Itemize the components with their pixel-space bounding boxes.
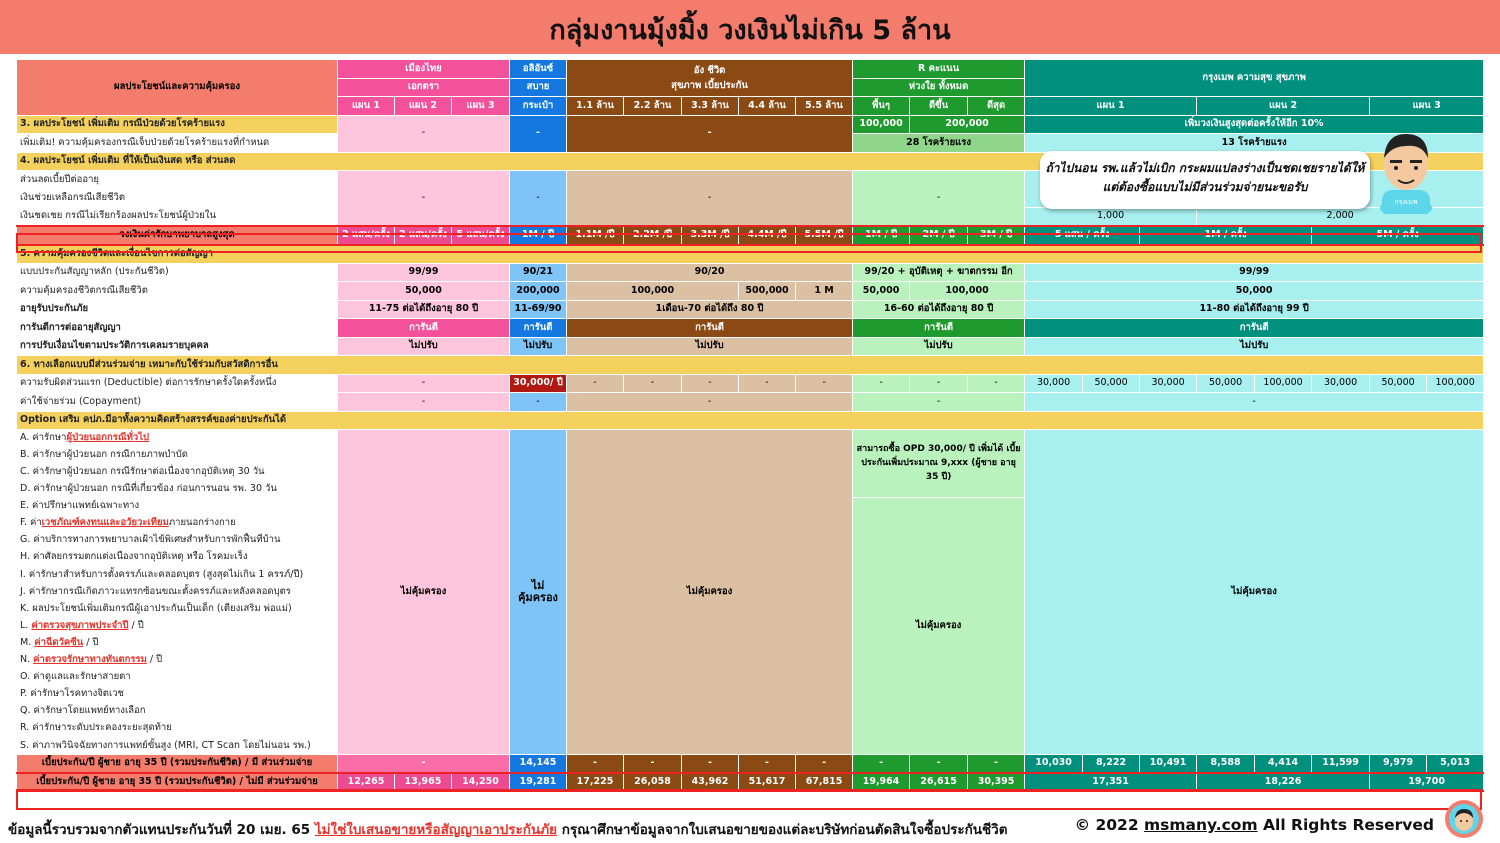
option-item-red: ผู้ป่วยนอกกรณีทั่วไป	[66, 431, 150, 443]
option-item-label	[17, 600, 338, 617]
cell: 5,013	[1427, 754, 1484, 773]
option-item-pre: J. ค่ารักษากรณีเกิดภาวะแทรกซ้อนขณะตั้งครรภ์และหลังคลอดบุตร	[20, 585, 291, 597]
option-list	[17, 430, 1484, 755]
row-label: เงินชดเชย กรณีไม่เรียกร้องผลประโยชน์ผู้ป่วยใน	[17, 208, 338, 227]
option-item-label	[17, 737, 338, 754]
option-item-label	[17, 618, 338, 635]
option-item-pre: G. ค่าบริการทางการพยาบาลเฝ้าไข้พิเศษสำหรับการพักฟื้นที่บ้าน	[20, 534, 281, 546]
cell: -	[910, 754, 968, 773]
cell: 67,815	[796, 773, 853, 792]
cell: 2.2M /ปี	[624, 226, 682, 245]
cell: 5 แสน / ครั้ง	[1025, 226, 1140, 245]
company-2-name: อลิอันซ์	[510, 60, 567, 79]
row-label: การปรับเงื่อนไขตามประวัติการเคลมรายบุคคล	[17, 337, 338, 356]
option-cell-c4: ไม่คุ้มครอง	[853, 498, 1025, 754]
plan-header: แผน 3	[1370, 97, 1484, 116]
cell: 10,491	[1140, 754, 1197, 773]
section-5-title: 5. ความคุ้มครองชีวิตและเงื่อนไขการต่อสัญญา	[17, 245, 1484, 264]
option-item-red: ค่าฉีดวัคซีน	[34, 636, 84, 648]
row-label: แบบประกันสัญญาหลัก (ประกันชีวิต)	[17, 263, 338, 282]
copyright	[1075, 816, 1434, 834]
premium-1-label: เบี้ยประกัน/ปี ผู้ชาย อายุ 35 ปี (รวมประกันชีวิต) / มี ส่วนร่วมจ่าย	[41, 757, 313, 769]
cell: -	[567, 393, 853, 412]
cell: 50,000	[1370, 374, 1427, 393]
option-item-label	[17, 481, 338, 498]
row-label	[17, 773, 338, 792]
cell: 8,588	[1197, 754, 1255, 773]
cell: 17,225	[567, 773, 624, 792]
cell: -	[624, 374, 682, 393]
cell: 1M / ปี	[853, 226, 910, 245]
cell: 100,000	[1255, 374, 1312, 393]
cell: 30,000	[1140, 374, 1197, 393]
cell: -	[796, 754, 853, 773]
cell: -	[338, 393, 510, 412]
cell: 200,000	[510, 282, 567, 301]
plan-header: แผน 3	[452, 97, 510, 116]
cell: 100,000	[567, 282, 739, 301]
section-4-title: 4. ผลประโยชน์ เพิ่มเติม ที่ให้เป็นเงินสด หรือ ส่วนลด	[17, 152, 1484, 171]
cell: -	[510, 171, 567, 227]
cell: 19,700	[1370, 773, 1484, 792]
option-row	[17, 430, 1484, 447]
cell: 1เดือน-70 ต่อได้ถึง 80 ปี	[567, 300, 853, 319]
cell: 26,058	[624, 773, 682, 792]
option-item-pre: B. ค่ารักษาผู้ป่วยนอก กรณีกายภาพบำบัด	[20, 448, 188, 460]
company-1-product: เอกตรา	[338, 78, 510, 97]
option-item-label	[17, 703, 338, 720]
cell: 2 แสน/ครั้ง	[395, 226, 452, 245]
cell: 99/99	[1025, 263, 1484, 282]
cell: 1M / ครั้ง	[1140, 226, 1312, 245]
cell: 100,000	[853, 115, 910, 134]
cell: 14,145	[510, 754, 567, 773]
option-item-red: ค่าตรวจสุขภาพประจำปี	[31, 619, 129, 631]
copyright-post: All Rights Reserved	[1257, 816, 1434, 834]
cell: 26,615	[910, 773, 968, 792]
option-cell-c5: ไม่คุ้มครอง	[1025, 430, 1484, 755]
mascot-avatar-icon	[1372, 128, 1440, 214]
option-item-label	[17, 515, 338, 532]
cell: -	[338, 754, 510, 773]
section-6-title: 6. ทางเลือกแบบมีส่วนร่วมจ่าย เหมาะกับใช้ร่วมกับสวัสดิการอื่น	[17, 356, 1484, 375]
cell: 3M / ปี	[968, 226, 1025, 245]
cell: 50,000	[338, 282, 510, 301]
cell: ไม่ปรับ	[567, 337, 853, 356]
cell: -	[968, 754, 1025, 773]
option-item-pre: Q. ค่ารักษาโดยแพทย์ทางเลือก	[20, 705, 146, 717]
plan-header: กระเป๋า	[510, 97, 567, 116]
cell: 11-80 ต่อได้ถึงอายุ 99 ปี	[1025, 300, 1484, 319]
copyright-pre: © 2022	[1074, 816, 1145, 834]
cell: -	[853, 754, 910, 773]
cell: -	[910, 374, 968, 393]
cell: -	[510, 393, 567, 412]
option-title: Option เสริม คปภ.มีอาทั้งความคิดสร้างสรรค์ของค่ายประกันได้	[17, 411, 1484, 430]
cell: 4.4M /ปี	[739, 226, 796, 245]
option-item-label	[17, 635, 338, 652]
cell: 2,000	[1197, 208, 1484, 227]
company-3-name: อัง ชีวิต	[693, 64, 726, 76]
option-item-label	[17, 464, 338, 481]
plan-header: แผน 1	[1025, 97, 1197, 116]
option-item-label	[17, 583, 338, 600]
option-item-label	[17, 686, 338, 703]
row-label: ค่าใช้จ่ายร่วม (Copayment)	[17, 393, 338, 412]
option-item-pre: S. ค่าภาพวินิจฉัยทางการแพทย์ขั้นสูง (MRI, CT Scan โดยไม่นอน รพ.)	[20, 739, 311, 751]
cell: 1,000	[1025, 208, 1197, 227]
cell: 9,979	[1370, 754, 1427, 773]
option-item-pre: K. ผลประโยชน์เพิ่มเติมกรณีผู้เอาประกันเป็นเด็ก (เตียงเสริม พ่อแม่)	[20, 602, 292, 614]
option-item-pre: M.	[20, 636, 35, 648]
page-title: กลุ่มงานมุ้งมิ้ง วงเงินไม่เกิน 5 ล้าน	[549, 15, 951, 46]
cell: 13 โรคร้ายแรง	[1025, 134, 1484, 153]
cell: การันตี	[338, 319, 510, 338]
plan-header: แผน 2	[1197, 97, 1370, 116]
cell: 100,000	[1427, 374, 1484, 393]
row-label: ส่วนลดเบี้ยปีต่ออายุ	[17, 171, 338, 190]
cell: การันตี	[853, 319, 1025, 338]
cell: -	[567, 171, 853, 227]
bubble-line-2: แต่ต้องซื้อแบบไม่มีส่วนร่วมจ่ายนะขอรับ	[1102, 179, 1308, 194]
footer-post: กรุณาศึกษาข้อมูลจากใบเสนอขายของแต่ละบริษัทก่อนตัดสินใจซื้อประกันชีวิต	[557, 822, 1008, 838]
cell: การันตี	[567, 319, 853, 338]
cell: -	[853, 171, 1025, 227]
option-item-label	[17, 498, 338, 515]
cell: การันตี	[510, 319, 567, 338]
speech-bubble	[1040, 151, 1370, 209]
cell: -	[567, 115, 853, 152]
option-cell-c2: ไม่ คุ้มครอง	[510, 430, 567, 755]
cell: ไม่ปรับ	[1025, 337, 1484, 356]
cell: -	[796, 374, 853, 393]
cell: ไม่ปรับ	[853, 337, 1025, 356]
row-label: อายุรับประกันภัย	[17, 300, 338, 319]
cell: 14,250	[452, 773, 510, 792]
cell: -	[624, 754, 682, 773]
cell: 11-69/90	[510, 300, 567, 319]
cell: 5M / ครั้ง	[1312, 226, 1484, 245]
cell: 50,000	[1197, 374, 1255, 393]
option-item-label	[17, 720, 338, 737]
option-item-post: / ปี	[128, 619, 144, 631]
cell: -	[567, 754, 624, 773]
option-item-pre: C. ค่ารักษาผู้ป่วยนอก กรณีรักษาต่อเนื่องจากอุบัติเหตุ 30 วัน	[20, 466, 265, 478]
option-item-pre: L.	[20, 619, 32, 631]
cell: 2M / ปี	[910, 226, 968, 245]
option-item-red: เวชภัณฑ์คงทนและอวัยวะเทียม	[41, 517, 169, 529]
cell: -	[338, 115, 510, 152]
option-item-post: / ปี	[83, 636, 99, 648]
cell: 18,226	[1197, 773, 1370, 792]
option-item-pre: E. ค่าปรึกษาแพทย์เฉพาะทาง	[20, 500, 140, 512]
company-5-name: กรุงเมพ ความสุข สุขภาพ	[1025, 60, 1484, 97]
option-item-pre: I. ค่ารักษาสำหรับการตั้งครรภ์และคลอดบุตร (สูงสุดไม่เกิน 1 ครรภ์/ปี)	[20, 568, 304, 580]
premium-2-label: เบี้ยประกัน/ปี ผู้ชาย อายุ 35 ปี (รวมประกันชีวิต) / ไม่มี ส่วนร่วมจ่าย	[36, 775, 318, 787]
option-item-pre: F. ค่า	[20, 517, 42, 529]
cell: ไม่ปรับ	[510, 337, 567, 356]
plan-header: 1.1 ล้าน	[567, 97, 624, 116]
cell: เพิ่มวงเงินสูงสุดต่อครั้งให้อีก 10%	[1025, 115, 1484, 134]
company-4-product: ห่วงใย ทั้งหมด	[853, 78, 1025, 97]
cell: 99/99	[338, 263, 510, 282]
option-item-label	[17, 430, 338, 447]
bubble-line-1: ถ้าไปนอน รพ.แล้วไม่เบิก กระผมแปลงร่างเป็นชดเชยรายได้ให้	[1045, 161, 1365, 175]
cell: -	[739, 374, 796, 393]
row-label: เพิ่มเติม! ความคุ้มครองกรณีเจ็บป่วยด้วยโรคร้ายแรงที่กำหนด	[17, 134, 338, 153]
option-item-pre: D. ค่ารักษาผู้ป่วยนอก กรณีที่เกี่ยวข้อง ก่อนการนอน รพ. 30 วัน	[20, 483, 277, 495]
option-item-pre: O. ค่าดูแลและรักษาสายตา	[20, 671, 131, 683]
cell: 50,000	[1025, 282, 1484, 301]
plan-header: ดีสุด	[968, 97, 1025, 116]
cell: 5.5M /ปี	[796, 226, 853, 245]
row-label: วงเงินค่ารักษาพยาบาลสูงสุด	[17, 226, 338, 245]
option-item-post: / ปี	[146, 654, 163, 666]
cell: 30,000	[1312, 374, 1370, 393]
cell: การันตี	[1025, 319, 1484, 338]
cell: -	[968, 374, 1025, 393]
option-item-label	[17, 652, 338, 669]
row-label: เงินช่วยเหลือกรณีเสียชีวิต	[17, 189, 338, 208]
plan-header: แผน 2	[395, 97, 452, 116]
option-cell-c1: ไม่คุ้มครอง	[338, 430, 510, 755]
option-item-post: ภายนอกร่างกาย	[168, 517, 236, 529]
brand-logo-icon	[1444, 799, 1484, 839]
option-item-pre: N.	[20, 654, 34, 666]
cell: -	[338, 171, 510, 227]
cell: 5 แสน/ครั้ง	[452, 226, 510, 245]
plan-header: 3.3 ล้าน	[682, 97, 739, 116]
cell: 11-75 ต่อได้ถึงอายุ 80 ปี	[338, 300, 510, 319]
row-label	[17, 754, 338, 773]
cell: -	[510, 115, 567, 152]
benefit-header: ผลประโยชน์และความคุ้มครอง	[17, 60, 338, 116]
cell: 1 M	[796, 282, 853, 301]
cell: 11,599	[1312, 754, 1370, 773]
cell: 8,222	[1083, 754, 1140, 773]
cell: -	[682, 754, 739, 773]
company-3-header	[567, 60, 853, 97]
company-2-product: สบาย	[510, 78, 567, 97]
cell: -	[682, 374, 739, 393]
plan-header: พื้นๆ	[853, 97, 910, 116]
cell: -	[853, 374, 910, 393]
mascot-shirt-label: กรุงเมพ	[1394, 198, 1418, 206]
option-item-pre: R. ค่ารักษาระดับประคองระยะสุดท้าย	[20, 722, 172, 734]
option-item-label	[17, 549, 338, 566]
deductible-label: ความรับผิดส่วนแรก (Deductible) ต่อการรักษาครั้งใดครั้งหนึ่ง	[20, 377, 277, 389]
cell: 3.3M /ปี	[682, 226, 739, 245]
row-label: ความคุ้มครองชีวิตกรณีเสียชีวิต	[17, 282, 338, 301]
cell: -	[567, 374, 624, 393]
cell: -	[338, 374, 510, 393]
row-label: การันตีการต่ออายุสัญญา	[17, 319, 338, 338]
cell: 90/20	[567, 263, 853, 282]
option-item-red: ค่าตรวจรักษาทางทันตกรรม	[33, 654, 147, 666]
option-item-label	[17, 532, 338, 549]
option-item-pre: A. ค่ารักษา	[20, 431, 67, 443]
cell: -	[739, 754, 796, 773]
cell: 16-60 ต่อได้ถึงอายุ 80 ปี	[853, 300, 1025, 319]
cell: -	[853, 393, 1025, 412]
footer-warning: ไม่ใช่ใบเสนอขายหรือสัญญาเอาประกันภัย	[314, 822, 558, 838]
cell: -	[1025, 393, 1484, 412]
cell: 200,000	[910, 115, 1025, 134]
cell: 2 แสน/ครั้ง	[338, 226, 395, 245]
row-label	[17, 374, 338, 393]
cell: 100,000	[910, 282, 1025, 301]
cell: 30,000/ ปี	[510, 374, 567, 393]
section-3-title: 3. ผลประโยชน์ เพิ่มเติม กรณีป่วยด้วยโรคร้ายแรง	[17, 115, 338, 134]
cell: 17,351	[1025, 773, 1197, 792]
company-1-name: เมืองไทย	[338, 60, 510, 79]
site-link[interactable]: msmany.com	[1144, 816, 1258, 834]
cell: 19,281	[510, 773, 567, 792]
option-item-label	[17, 447, 338, 464]
option-cell-c3: ไม่คุ้มครอง	[567, 430, 853, 755]
cell: 1M / ปี	[510, 226, 567, 245]
cell: 28 โรคร้ายแรง	[853, 134, 1025, 153]
cell: 51,617	[739, 773, 796, 792]
plan-header: ดีขึ้น	[910, 97, 968, 116]
company-3-product: สุขภาพ เบี้ยประกัน	[671, 80, 748, 91]
plan-header: 2.2 ล้าน	[624, 97, 682, 116]
footer-note	[8, 818, 1008, 840]
cell: 30,395	[968, 773, 1025, 792]
cell: 30,000	[1025, 374, 1083, 393]
cell: 500,000	[739, 282, 796, 301]
cell: 1.1M /ปี	[567, 226, 624, 245]
cell: 90/21	[510, 263, 567, 282]
cell: 50,000	[1083, 374, 1140, 393]
option-item-pre: H. ค่าศัลยกรรมตกแต่งเนื่องจากอุบัติเหตุ หรือ โรคมะเร็ง	[20, 551, 248, 563]
cell: 50,000	[853, 282, 910, 301]
cell: 43,962	[682, 773, 739, 792]
cell: ไม่ปรับ	[338, 337, 510, 356]
cell: 13,965	[395, 773, 452, 792]
plan-header: 5.5 ล้าน	[796, 97, 853, 116]
cell: 4,414	[1255, 754, 1312, 773]
company-4-name: R คะแนน	[853, 60, 1025, 79]
option-item-label	[17, 669, 338, 686]
option-item-pre: P. ค่ารักษาโรคทางจิตเวช	[20, 688, 124, 700]
plan-header: แผน 1	[338, 97, 395, 116]
cell: 19,964	[853, 773, 910, 792]
option-item-label	[17, 566, 338, 583]
footer-pre: ข้อมูลนี้รวบรวมจากตัวแทนประกันวันที่ 20 เมย. 65	[8, 822, 315, 838]
cell: 12,265	[338, 773, 395, 792]
cell: 99/20 + อุบัติเหตุ + ฆาตกรรม อีก	[853, 263, 1025, 282]
cell: 10,030	[1025, 754, 1083, 773]
option-note-c4: สามารถซื้อ OPD 30,000/ ปี เพิ่มได้ เบี้ยประกันเพิ่มประมาณ 9,xxx (ผู้ชาย อายุ 35 ปี)	[853, 430, 1025, 498]
plan-header: 4.4 ล้าน	[739, 97, 796, 116]
